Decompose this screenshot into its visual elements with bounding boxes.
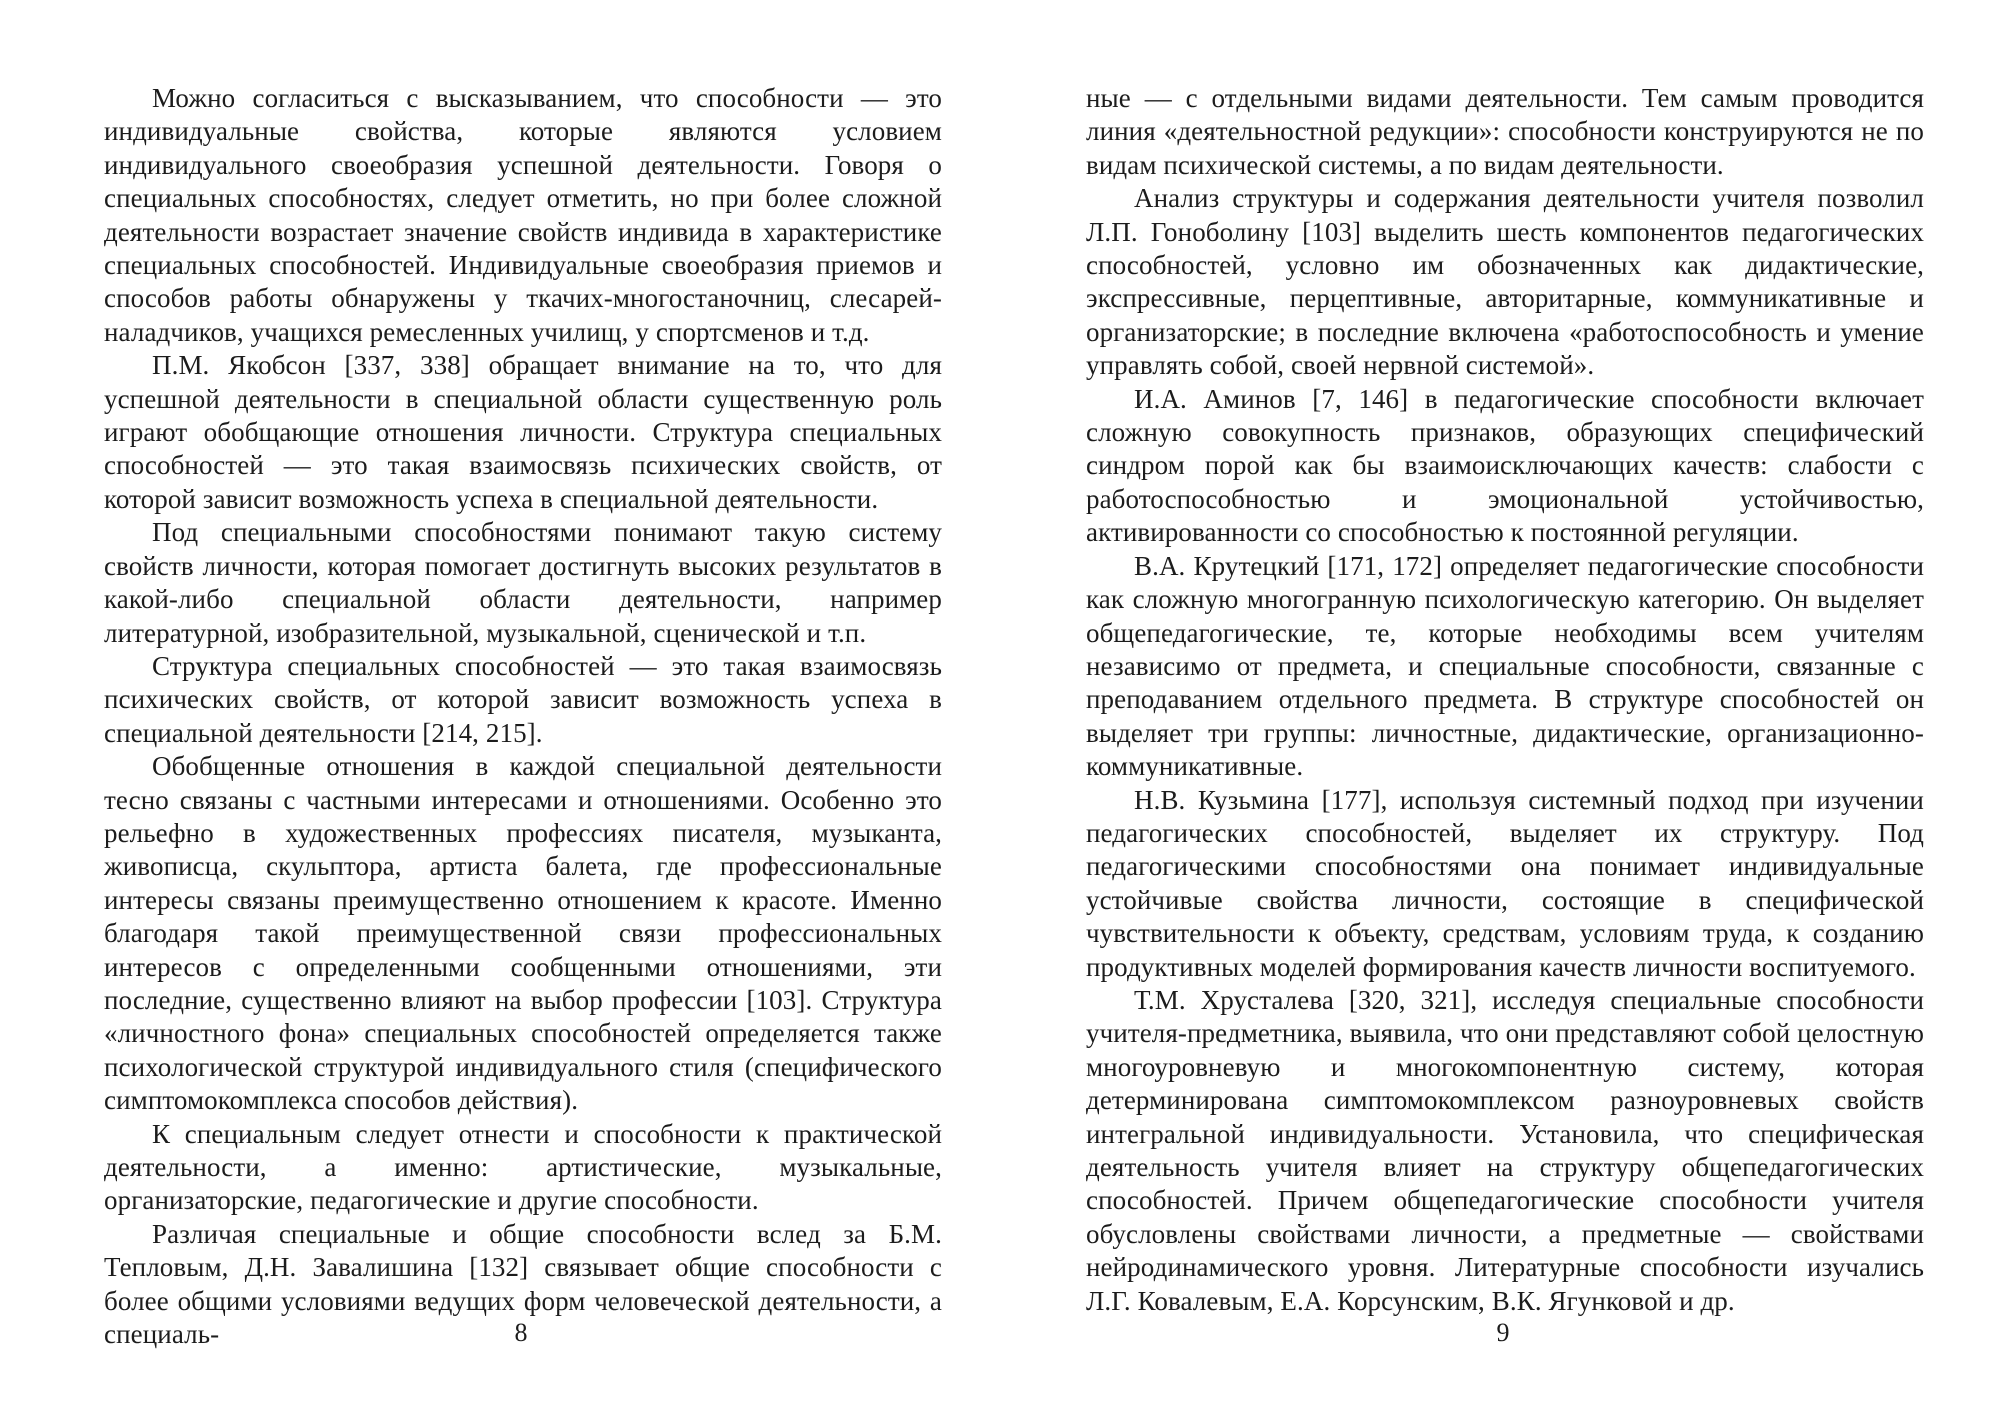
right-paragraph-3: В.А. Крутецкий [171, 172] определяет педагогические способности как сложную многогранную психологическую категорию. Он выделяет общепедагогические, те, которые необходимы всем учителям независимо от предмета, и специальные способности, связанные с преподаванием отдельного предмета. В структуре способностей он выделяет три группы: личностные, дидактические, организационно-коммуникативные.	[1086, 550, 1924, 782]
right-continuation-paragraph: ные — с отдельными видами деятельности. Тем самым проводится линия «деятельностной редукции»: способности конструируются не по видам психической системы, а по видам деятельности.	[1086, 83, 1924, 180]
left-page-number: 8	[514, 1318, 528, 1347]
left-paragraph-2: П.М. Якобсон [337, 338] обращает внимание на то, что для успешной деятельности в специальной области существенную роль играют обобщающие отношения личности. Структура специальных способностей — это такая взаимосвязь психических свойств, от которой зависит возможность успеха в специальной деятельности.	[104, 350, 942, 514]
right-page	[1086, 82, 1924, 1318]
right-page-number: 9	[1496, 1318, 1510, 1347]
right-paragraph-5: Т.М. Хрусталева [320, 321], исследуя специальные способности учителя-предметника, выявила, что они представляют собой целостную многоуровневую и многокомпонентную систему, которая детерминирована симптомокомплексом разноуровневых свойств интегральной индивидуальности. Установила, что специфическая деятельность учителя влияет на структуру общепедагогических способностей. Причем общепедагогические способности учителя обусловлены свойствами личности, а предметные — свойствами нейродинамического уровня. Литературные способности изучались Л.Г. Ковалевым, Е.А. Корсунским, В.К. Ягунковой и др.	[1086, 984, 1924, 1316]
right-paragraph-4: Н.В. Кузьмина [177], используя системный подход при изучении педагогических способностей, выделяет их структуру. Под педагогическими способностями она понимает индивидуальные устойчивые свойства личности, состоящие в специфической чувствительности к объекту, средствам, условиям труда, к созданию продуктивных моделей формирования качеств личности воспитуемого.	[1086, 784, 1924, 982]
right-paragraph-2: И.А. Аминов [7, 146] в педагогические способности включает сложную совокупность признаков, образующих специфический синдром порой как бы взаимоисключающих качеств: слабости с работоспособностью и эмоциональной устойчивостью, активированности со способностью к постоянной регуляции.	[1086, 383, 1924, 548]
left-paragraph-1: Можно согласиться с высказыванием, что способности — это индивидуальные свойства, которые являются условием индивидуального своеобразия успешной деятельности. Говоря о специальных способностях, следует отметить, но при более сложной деятельности возрастает значение свойств индивида в характеристике специальных способностей. Индивидуальные своеобразия приемов и способов работы обнаружены у ткачих-многостаночниц, слесарей-наладчиков, учащихся ремесленных училищ, у спортсменов и т.д.	[104, 83, 942, 347]
left-paragraph-6: К специальным следует отнести и способности к практической деятельности, а именно: артистические, музыкальные, организаторские, педагогические и другие способности.	[104, 1118, 942, 1216]
left-paragraph-7: Различая специальные и общие способности вслед за Б.М. Тепловым, Д.Н. Завалишина [132] связывает общие способности с более общими условиями ведущих форм человеческой деятельности, а специаль-	[104, 1218, 942, 1350]
left-paragraph-5: Обобщенные отношения в каждой специальной деятельности тесно связаны с частными интересами и отношениями. Особенно это рельефно в художественных профессиях писателя, музыканта, живописца, скульптора, артиста балета, где профессиональные интересы связаны преимущественно отношением к красоте. Именно благодаря такой преимущественной связи профессиональных интересов с определенными сообщенными отношениями, эти последние, существенно влияют на выбор профессии [103]. Структура «личностного фона» специальных способностей определяется также психологической структурой индивидуального стиля (специфического симптомокомплекса способов действия).	[104, 751, 942, 1116]
right-paragraph-1: Анализ структуры и содержания деятельности учителя позволил Л.П. Гоноболину [103] выделить шесть компонентов педагогических способностей, условно им обозначенных как дидактические, экспрессивные, перцептивные, авторитарные, коммуникативные и организаторские; в последние включена «работоспособность и умение управлять собой, своей нервной системой».	[1086, 183, 1924, 381]
left-page	[104, 82, 942, 1351]
left-paragraph-3: Под специальными способностями понимают такую систему свойств личности, которая помогает достигнуть высоких результатов в какой-либо специальной области деятельности, например литературной, изобразительной, музыкальной, сценической и т.п.	[104, 517, 942, 648]
left-paragraph-4: Структура специальных способностей — это такая взаимосвязь психических свойств, от которой зависит возможность успеха в специальной деятельности [214, 215].	[104, 650, 942, 748]
